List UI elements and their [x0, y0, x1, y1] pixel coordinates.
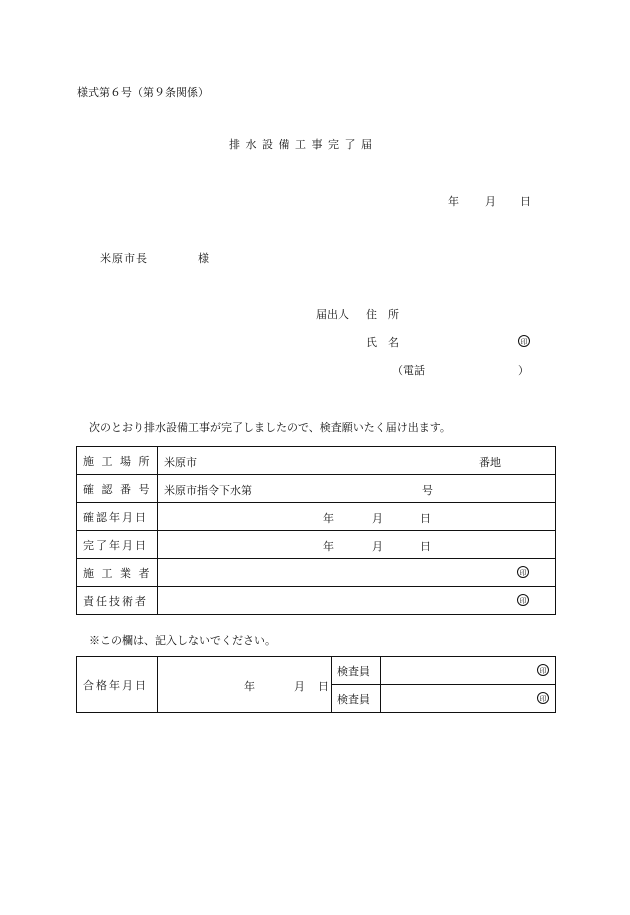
table-row [77, 531, 556, 559]
contractor-label: 施 工 業 者 [77, 559, 158, 587]
date-year: 年 [448, 195, 459, 208]
addressee-name: 米原市長 [100, 252, 148, 265]
seal-icon: 印 [537, 692, 549, 704]
table-row [77, 559, 556, 587]
applicant-label: 届出人 [316, 308, 349, 321]
form-title: 排 水 設 備 工 事 完 了 届 [229, 138, 373, 151]
engineer-value [158, 587, 556, 615]
engineer-label: 責任技術者 [77, 587, 158, 615]
inspector1-label: 検査員 [332, 657, 381, 685]
inspector2-value [381, 685, 556, 713]
seal-icon: 印 [518, 335, 530, 347]
confirm-no-value [158, 475, 556, 503]
complete-date-label: 完了年月日 [77, 531, 158, 559]
phone-close: ） [518, 364, 529, 377]
complete-year: 年 [323, 540, 334, 553]
pass-year: 年 [244, 680, 255, 693]
confirm-no-prefix: 米原市指令下水第 [164, 484, 252, 497]
completion-table [76, 446, 556, 615]
confirm-date-label: 確認年月日 [77, 503, 158, 531]
confirm-no-label: 確 認 番 号 [77, 475, 158, 503]
confirm-month: 月 [372, 512, 383, 525]
site-city: 米原市 [164, 456, 197, 469]
table-row [77, 475, 556, 503]
confirm-date-value [158, 503, 556, 531]
pass-date-label: 合格年月日 [77, 657, 158, 713]
site-lot: 番地 [479, 456, 501, 469]
pass-date-value [158, 657, 332, 713]
seal-icon: 印 [537, 664, 549, 676]
complete-day: 日 [420, 540, 431, 553]
form-number: 様式第６号（第９条関係） [77, 86, 209, 99]
inspector1-value [381, 657, 556, 685]
pass-day: 日 [318, 680, 329, 693]
table-row [77, 447, 556, 475]
inspector2-label: 検査員 [332, 685, 381, 713]
seal-icon: 印 [517, 566, 529, 578]
seal-icon: 印 [517, 594, 529, 606]
confirm-no-suffix: 号 [422, 484, 433, 497]
contractor-value [158, 559, 556, 587]
complete-date-value [158, 531, 556, 559]
pass-month: 月 [294, 680, 305, 693]
addressee-honorific: 様 [198, 252, 209, 265]
intro-text: 次のとおり排水設備工事が完了しましたので、検査願いたく届け出ます。 [89, 421, 451, 434]
inspection-table [76, 656, 556, 713]
date-month: 月 [485, 195, 496, 208]
date-day: 日 [520, 195, 531, 208]
confirm-year: 年 [323, 512, 334, 525]
name-label: 氏 名 [366, 336, 399, 349]
site-label: 施 工 場 所 [77, 447, 158, 475]
address-label: 住 所 [366, 308, 399, 321]
confirm-day: 日 [420, 512, 431, 525]
site-value [158, 447, 556, 475]
table-row [77, 503, 556, 531]
table-row [77, 587, 556, 615]
complete-month: 月 [372, 540, 383, 553]
office-use-note: ※この欄は、記入しないでください。 [89, 634, 276, 647]
phone-open: （電話 [392, 364, 425, 377]
